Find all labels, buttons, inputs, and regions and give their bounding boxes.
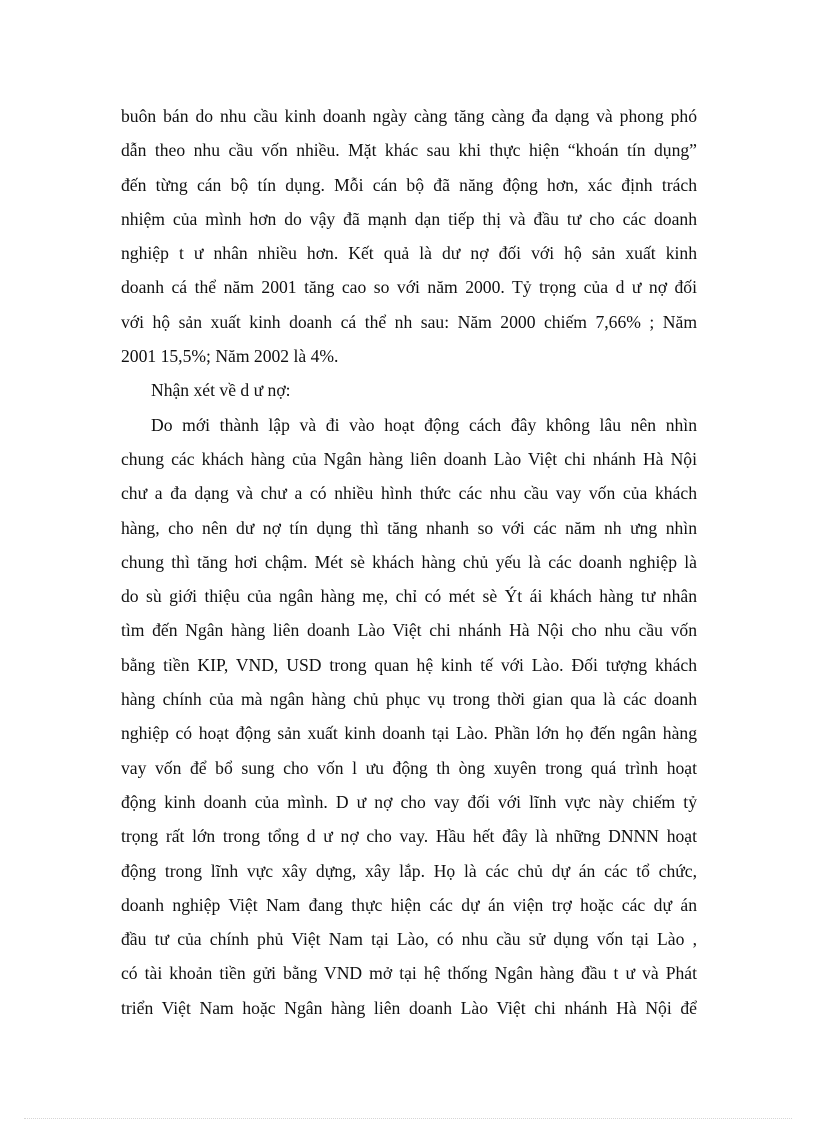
text-line: 2001 15,5%; Năm 2002 là 4%. <box>121 346 339 367</box>
text-line: doanh cá thể năm 2001 tăng cao so với năm 2000. Tỷ trọng của d ư nợ đối <box>121 277 697 298</box>
text-line: dẫn theo nhu cầu vốn nhiều. Mặt khác sau khi thực hiện “khoán tín dụng” <box>121 140 697 161</box>
text-line: nhiệm của mình hơn do vậy đã mạnh dạn tiếp thị và đầu tư cho các doanh <box>121 208 697 229</box>
text-line: chung thì tăng hơi chậm. Mét sè khách hàng chủ yếu là các doanh nghiệp là <box>121 551 697 572</box>
text-line: triển Việt Nam hoặc Ngân hàng liên doanh Lào Việt chi nhánh Hà Nội để <box>121 997 697 1018</box>
text-line: đầu tư của chính phủ Việt Nam tại Lào, có nhu cầu sử dụng vốn tại Lào , <box>121 929 697 950</box>
text-line: doanh nghiệp Việt Nam đang thực hiện các dự án viện trợ hoặc các dự án <box>121 894 697 915</box>
section-heading: Nhận xét về d ư nợ: <box>151 380 291 401</box>
text-line: trọng rất lớn trong tổng d ư nợ cho vay. Hầu hết đây là những DNNN hoạt <box>121 826 697 847</box>
text-line: chư a đa dạng và chư a có nhiều hình thức các nhu cầu vay vốn của khách <box>121 483 697 504</box>
body-text <box>121 99 697 1025</box>
text-line: vay vốn để bổ sung cho vốn l ưu động th òng xuyên trong quá trình hoạt <box>121 757 697 778</box>
page-bottom-border <box>24 1118 792 1119</box>
text-line: nghiệp có hoạt động sản xuất kinh doanh tại Lào. Phần lớn họ đến ngân hàng <box>121 723 697 744</box>
text-line: động kinh doanh của mình. D ư nợ cho vay đối với lĩnh vực này chiếm tỷ <box>121 791 697 812</box>
text-line: động trong lĩnh vực xây dựng, xây lắp. Họ là các chủ dự án các tổ chức, <box>121 860 697 881</box>
text-line: đến từng cán bộ tín dụng. Mỗi cán bộ đã năng động hơn, xác định trách <box>121 174 697 195</box>
text-line: có tài khoản tiền gửi bằng VND mở tại hệ thống Ngân hàng đầu t ư và Phát <box>121 963 697 984</box>
text-line: hàng, cho nên dư nợ tín dụng thì tăng nhanh so với các năm nh ưng nhìn <box>121 517 697 538</box>
text-line: với hộ sản xuất kinh doanh cá thể nh sau: Năm 2000 chiếm 7,66% ; Năm <box>121 311 697 332</box>
text-line: bằng tiền KIP, VND, USD trong quan hệ kinh tế với Lào. Đối tượng khách <box>121 654 697 675</box>
text-line: buôn bán do nhu cầu kinh doanh ngày càng tăng càng đa dạng và phong phó <box>121 106 697 126</box>
text-line: do sù giới thiệu của ngân hàng mẹ, chỉ có mét sè Ýt ái khách hàng tư nhân <box>121 586 697 607</box>
text-line: chung các khách hàng của Ngân hàng liên doanh Lào Việt chi nhánh Hà Nội <box>121 448 697 469</box>
text-line: nghiệp t ư nhân nhiều hơn. Kết quả là dư nợ đối với hộ sản xuất kinh <box>121 243 697 264</box>
text-line: Do mới thành lập và đi vào hoạt động cách đây không lâu nên nhìn <box>151 414 697 435</box>
text-line: hàng chính của mà ngân hàng chủ phục vụ trong thời gian qua là các doanh <box>121 689 697 710</box>
text-line: tìm đến Ngân hàng liên doanh Lào Việt chi nhánh Hà Nội cho nhu cầu vốn <box>121 620 697 641</box>
